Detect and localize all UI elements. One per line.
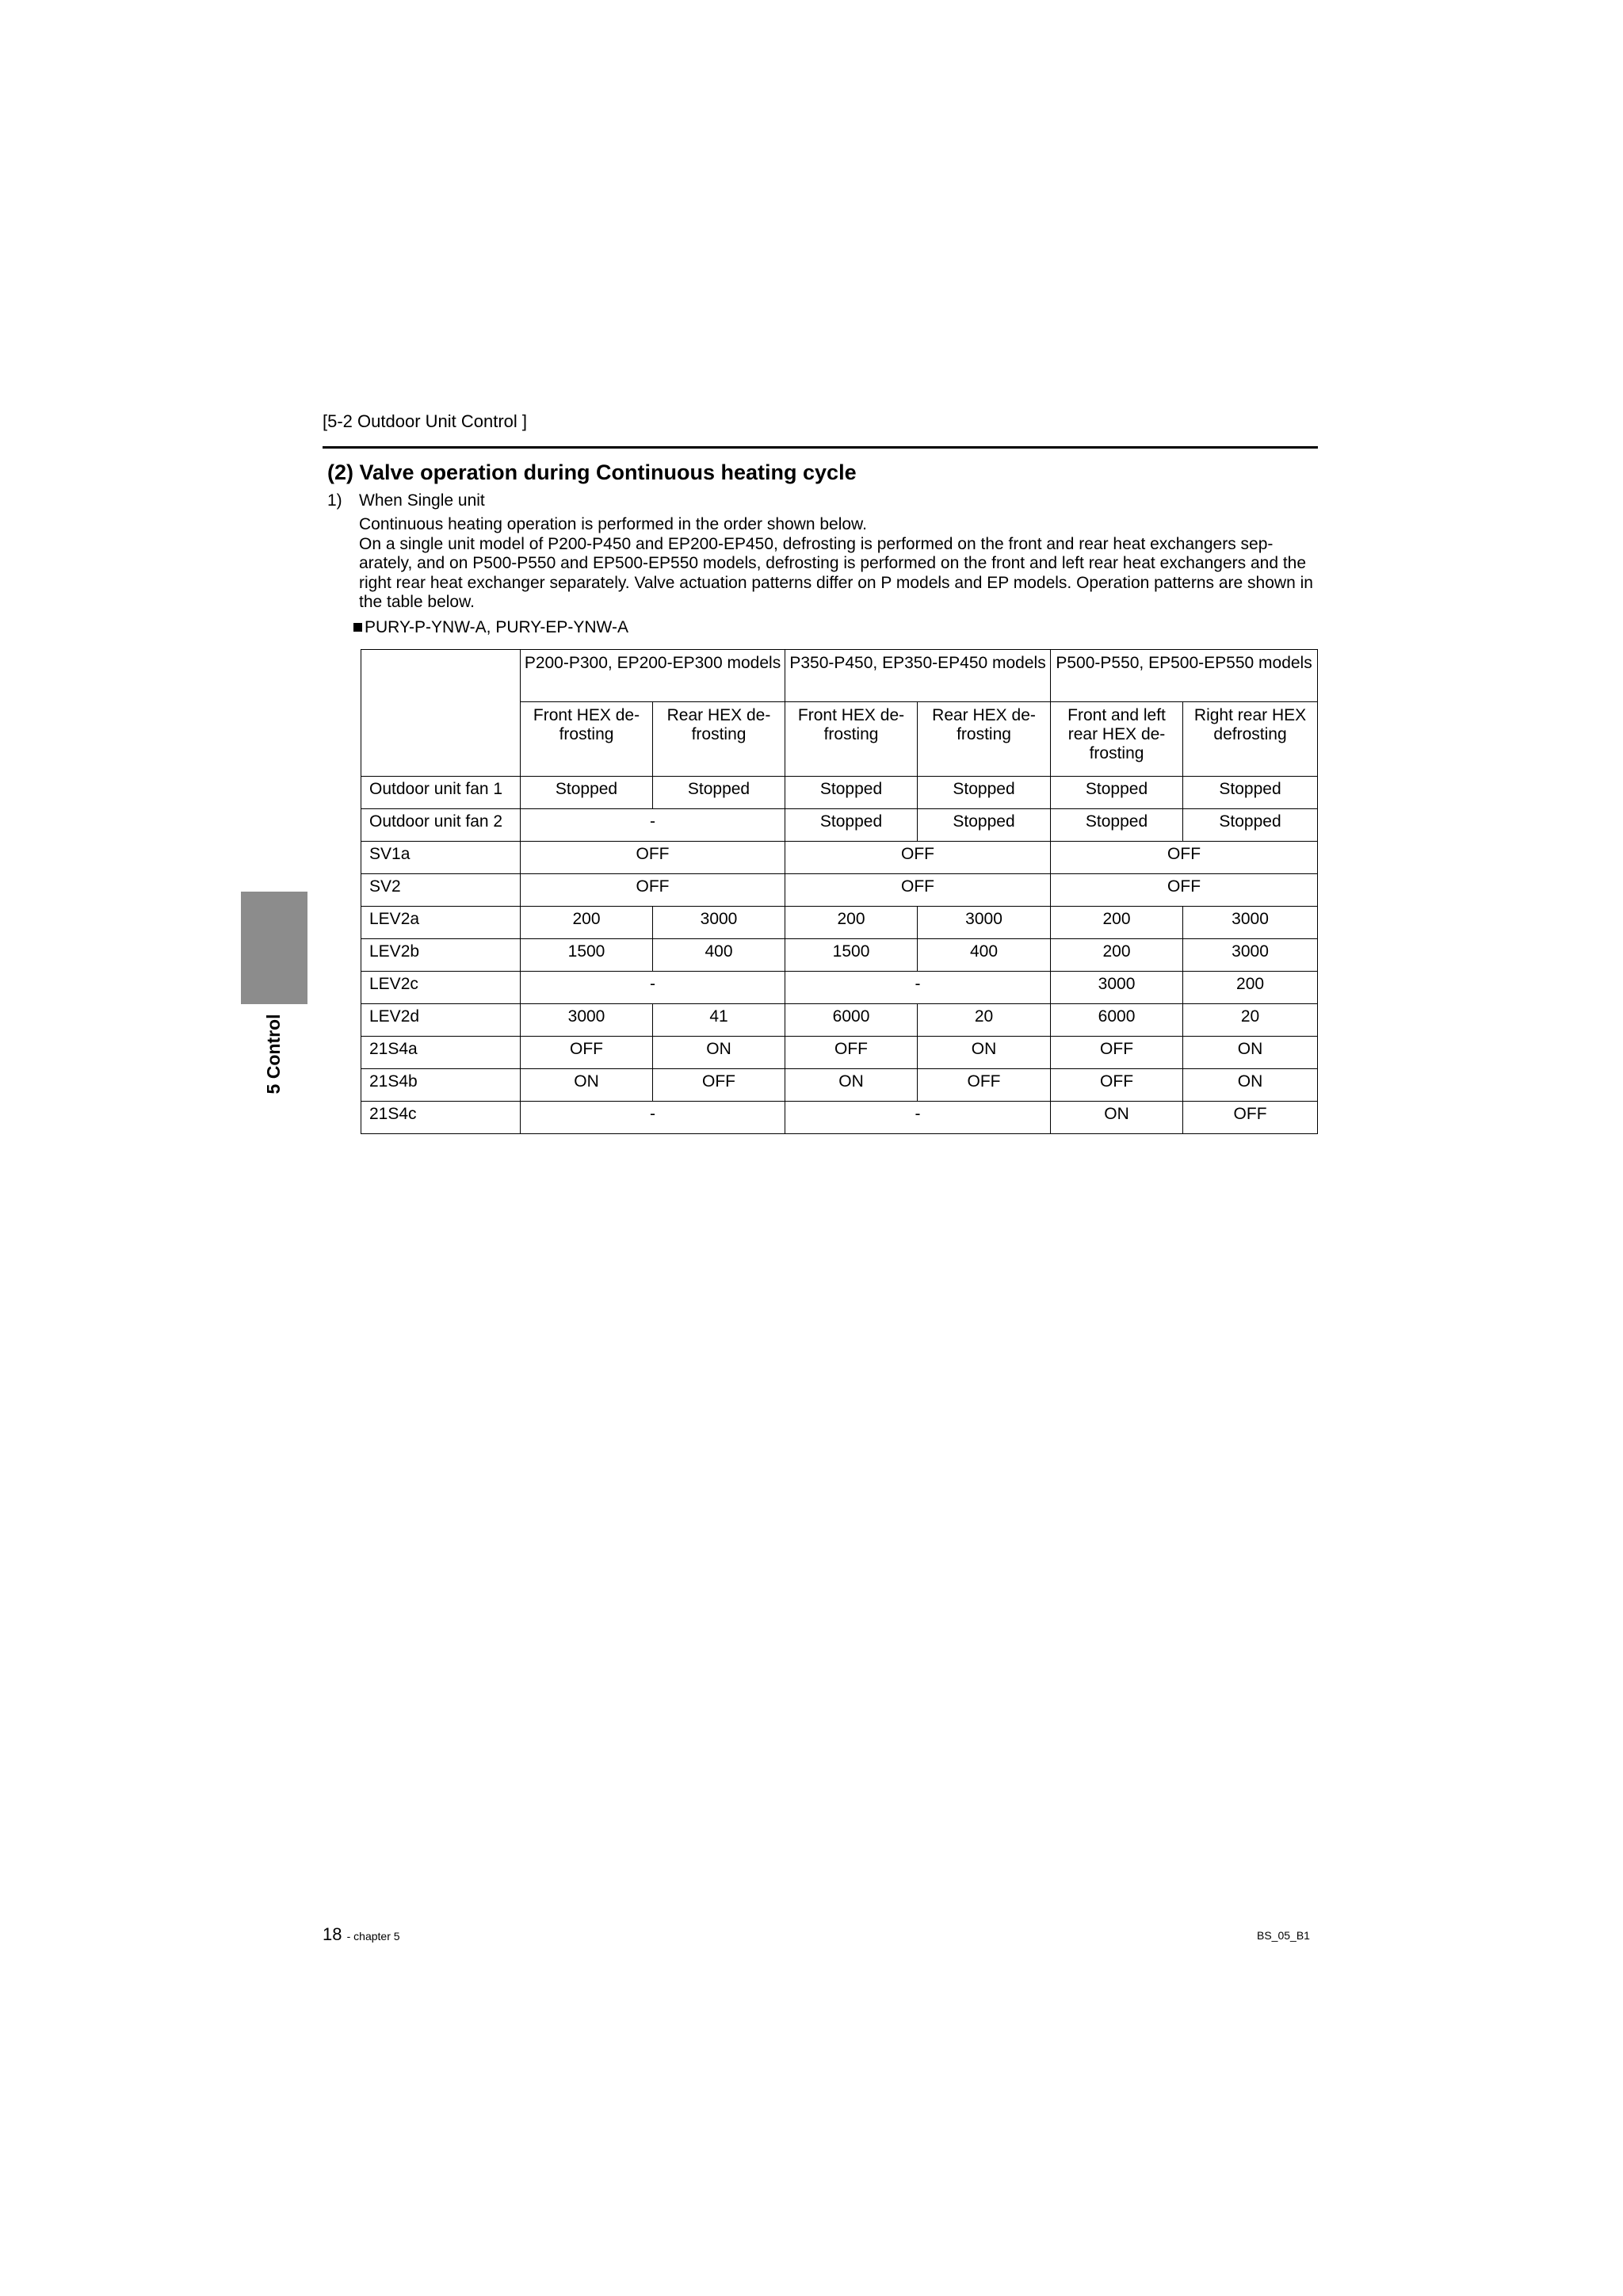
group-header: P500-P550, EP500-EP550 models — [1051, 650, 1318, 702]
table-cell: OFF — [1051, 1069, 1183, 1102]
table-cell: ON — [1183, 1037, 1318, 1069]
column-header: Front HEX de-frosting — [785, 702, 918, 777]
column-header: Rear HEX de-frosting — [918, 702, 1051, 777]
table-cell: Stopped — [1051, 809, 1183, 842]
column-header: Right rear HEX defrosting — [1183, 702, 1318, 777]
applicable-models — [353, 617, 628, 638]
column-header: Rear HEX de-frosting — [653, 702, 785, 777]
page-number: 18 — [323, 1924, 342, 1944]
table-row — [361, 1037, 1318, 1069]
group-header: P200-P300, EP200-EP300 models — [521, 650, 785, 702]
section-header-label: [5-2 Outdoor Unit Control ] — [323, 411, 528, 431]
table-cell: 200 — [1051, 939, 1183, 972]
table-cell: OFF — [521, 842, 785, 874]
step-heading — [327, 491, 485, 511]
table-cell: OFF — [918, 1069, 1051, 1102]
table-row — [361, 1102, 1318, 1134]
table-cell: ON — [785, 1069, 918, 1102]
table-cell: Stopped — [785, 809, 918, 842]
row-label: SV2 — [361, 874, 521, 907]
table-cell: 3000 — [1183, 939, 1318, 972]
table-group-header-row — [361, 650, 1318, 702]
table-cell: 41 — [653, 1004, 785, 1037]
table-cell: 6000 — [785, 1004, 918, 1037]
table-row — [361, 907, 1318, 939]
table-corner-cell — [361, 650, 521, 777]
table-cell: OFF — [521, 874, 785, 907]
table-cell: Stopped — [785, 777, 918, 809]
table-cell: OFF — [1051, 842, 1318, 874]
table-cell: 3000 — [1051, 972, 1183, 1004]
table-cell: OFF — [521, 1037, 653, 1069]
description-paragraph — [359, 515, 1318, 613]
table-row — [361, 809, 1318, 842]
table-cell: Stopped — [653, 777, 785, 809]
page-footer-left — [323, 1924, 400, 1946]
table-row — [361, 842, 1318, 874]
table-cell: 400 — [918, 939, 1051, 972]
table-cell: ON — [521, 1069, 653, 1102]
table-cell: Stopped — [918, 777, 1051, 809]
table-cell: ON — [653, 1037, 785, 1069]
table-cell: Stopped — [1183, 777, 1318, 809]
table-cell: 200 — [1051, 907, 1183, 939]
table-cell: 200 — [785, 907, 918, 939]
table-cell: 20 — [1183, 1004, 1318, 1037]
table-cell: OFF — [785, 842, 1051, 874]
table-cell: Stopped — [1183, 809, 1318, 842]
square-bullet-icon — [353, 623, 362, 632]
document-code: BS_05_B1 — [1257, 1929, 1310, 1942]
table-cell: - — [521, 1102, 785, 1134]
description-line-2: On a single unit model of P200-P450 and EP200-EP450, defrosting is performed on the front and rear heat exchangers sep-arately, and on P500-P550 and EP500-EP550 models, defrosting is performed on the front and left rear heat exchangers and the right rear heat exchanger separately. Valve actuation patterns differ on P models and EP models. Operation patterns are shown in the table below. — [359, 534, 1313, 611]
row-label: LEV2c — [361, 972, 521, 1004]
table-cell: Stopped — [918, 809, 1051, 842]
table-cell: 3000 — [918, 907, 1051, 939]
table-cell: OFF — [1183, 1102, 1318, 1134]
table-cell: Stopped — [1051, 777, 1183, 809]
group-header: P350-P450, EP350-EP450 models — [785, 650, 1051, 702]
table-cell: - — [785, 972, 1051, 1004]
row-label: SV1a — [361, 842, 521, 874]
row-label: LEV2b — [361, 939, 521, 972]
row-label: Outdoor unit fan 1 — [361, 777, 521, 809]
table-cell: 400 — [653, 939, 785, 972]
table-cell: 200 — [521, 907, 653, 939]
table-cell: OFF — [1051, 874, 1318, 907]
table-cell: 3000 — [653, 907, 785, 939]
table-cell: 1500 — [521, 939, 653, 972]
description-line-1: Continuous heating operation is performed in the order shown below. — [359, 515, 867, 533]
table-cell: 6000 — [1051, 1004, 1183, 1037]
table-cell: OFF — [653, 1069, 785, 1102]
step-text: When Single unit — [359, 491, 485, 510]
table-cell: - — [521, 809, 785, 842]
row-label: 21S4b — [361, 1069, 521, 1102]
step-number: 1) — [327, 491, 342, 510]
chapter-side-tab — [241, 892, 307, 1004]
table-row — [361, 777, 1318, 809]
column-header: Front and left rear HEX de-frosting — [1051, 702, 1183, 777]
header-divider — [323, 446, 1318, 449]
table-row — [361, 1069, 1318, 1102]
table-cell: 20 — [918, 1004, 1051, 1037]
table-cell: - — [521, 972, 785, 1004]
chapter-side-label: 5 Control — [263, 1014, 284, 1095]
table-row — [361, 939, 1318, 972]
applicable-models-text: PURY-P-YNW-A, PURY-EP-YNW-A — [365, 618, 628, 636]
table-row — [361, 874, 1318, 907]
table-cell: OFF — [1051, 1037, 1183, 1069]
table-cell: ON — [1183, 1069, 1318, 1102]
table-row — [361, 1004, 1318, 1037]
table-cell: 3000 — [1183, 907, 1318, 939]
table-cell: ON — [1051, 1102, 1183, 1134]
row-label: LEV2a — [361, 907, 521, 939]
valve-operation-table — [361, 649, 1318, 1134]
row-label: 21S4a — [361, 1037, 521, 1069]
table-row — [361, 972, 1318, 1004]
table-cell: 1500 — [785, 939, 918, 972]
row-label: Outdoor unit fan 2 — [361, 809, 521, 842]
column-header: Front HEX de-frosting — [521, 702, 653, 777]
table-cell: OFF — [785, 874, 1051, 907]
table-cell: - — [785, 1102, 1051, 1134]
row-label: 21S4c — [361, 1102, 521, 1134]
section-title: (2) Valve operation during Continuous heating cycle — [327, 460, 857, 484]
table-cell: 200 — [1183, 972, 1318, 1004]
table-cell: Stopped — [521, 777, 653, 809]
row-label: LEV2d — [361, 1004, 521, 1037]
chapter-label: - chapter 5 — [346, 1930, 400, 1943]
table-cell: ON — [918, 1037, 1051, 1069]
table-cell: 3000 — [521, 1004, 653, 1037]
table-cell: OFF — [785, 1037, 918, 1069]
